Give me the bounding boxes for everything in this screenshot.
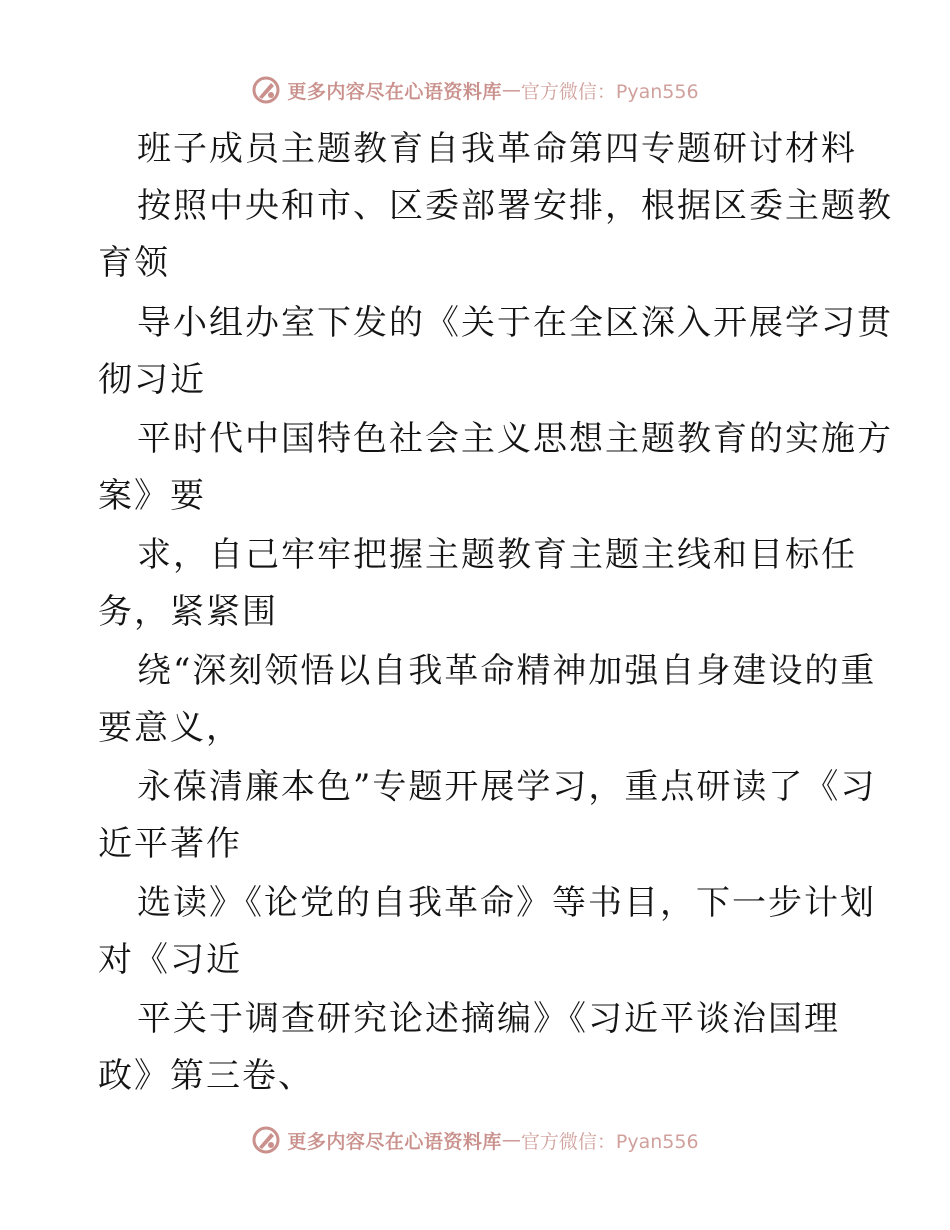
text-line: 案》要 [98,476,206,516]
footer-watermark [0,1120,950,1160]
pen-logo-icon [251,1125,281,1155]
header-watermark [0,70,950,110]
text-line: 彻习近 [98,360,206,400]
footer-separator: — [501,1129,521,1151]
text-line: 绕“深刻领悟以自我革命精神加强自身建设的重 [137,651,877,691]
header-wechat-text: 官方微信：Pyan556 [520,80,699,103]
text-line: 求，自己牢牢把握主题教育主题主线和目标任 [137,535,857,575]
text-line: 选读》《论党的自我革命》等书目，下一步计划 [137,883,876,923]
text-line: 务，紧紧围 [98,592,278,632]
header-brand-text: 更多内容尽在心语资料库 [287,80,502,103]
text-line: 育领 [98,243,170,283]
text-line: 按照中央和市、区委部署安排，根据区委主题教 [137,186,893,226]
text-line: 要意义， [98,708,242,748]
text-line: 永葆清廉本色”专题开展学习，重点研读了《习 [137,767,877,807]
header-separator: — [501,79,521,101]
footer-brand-text: 更多内容尽在心语资料库 [287,1130,502,1153]
text-line: 政》第三卷、 [98,1056,314,1096]
text-line: 平时代中国特色社会主义思想主题教育的实施方 [137,419,893,459]
text-line: 导小组办室下发的《关于在全区深入开展学习贯 [137,303,893,343]
text-line: 近平著作 [98,824,242,864]
pen-logo-icon [251,75,281,105]
text-line: 对《习近 [98,940,242,980]
text-line: 平关于调查研究论述摘编》《习近平谈治国理 [137,999,840,1039]
document-title: 班子成员主题教育自我革命第四专题研讨材料 [137,129,857,169]
footer-wechat-text: 官方微信：Pyan556 [520,1130,699,1153]
